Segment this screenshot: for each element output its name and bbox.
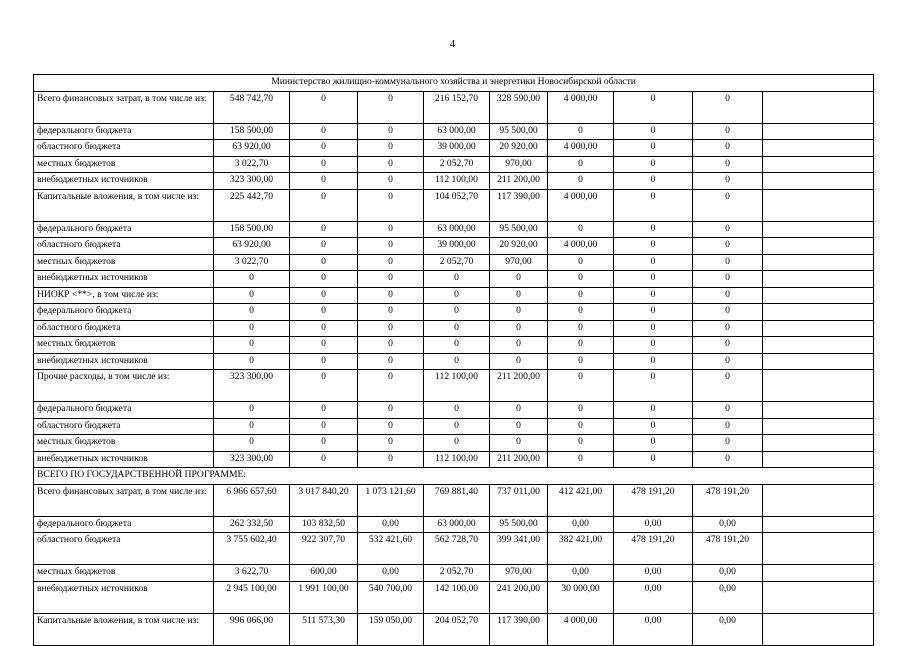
value-cell: 0,00 bbox=[548, 516, 614, 533]
value-cell: 0 bbox=[548, 320, 614, 337]
value-cell: 548 742,70 bbox=[214, 91, 290, 123]
value-cell: 478 191,20 bbox=[614, 533, 693, 565]
table-row bbox=[34, 271, 874, 288]
value-cell: 0 bbox=[290, 156, 358, 173]
table-row bbox=[34, 516, 874, 533]
row-label: областного бюджета bbox=[34, 320, 214, 337]
table-row bbox=[34, 91, 874, 123]
empty-cell bbox=[763, 140, 874, 157]
table-row bbox=[34, 565, 874, 582]
value-cell: 0 bbox=[614, 337, 693, 354]
value-cell: 0 bbox=[614, 287, 693, 304]
value-cell: 0 bbox=[358, 156, 424, 173]
value-cell: 0 bbox=[290, 304, 358, 321]
value-cell: 412 421,00 bbox=[548, 484, 614, 516]
value-cell: 0 bbox=[693, 320, 763, 337]
value-cell: 0 bbox=[290, 254, 358, 271]
value-cell: 0,00 bbox=[614, 581, 693, 613]
value-cell: 970,00 bbox=[490, 565, 548, 582]
value-cell: 0 bbox=[358, 140, 424, 157]
value-cell: 211 200,00 bbox=[490, 451, 548, 468]
value-cell: 112 100,00 bbox=[424, 451, 490, 468]
row-label: местных бюджетов bbox=[34, 337, 214, 354]
empty-cell bbox=[763, 613, 874, 645]
value-cell: 95 500,00 bbox=[490, 123, 548, 140]
value-cell: 0 bbox=[424, 353, 490, 370]
table-row bbox=[34, 337, 874, 354]
value-cell: 0 bbox=[548, 451, 614, 468]
value-cell: 562 728,70 bbox=[424, 533, 490, 565]
row-label: местных бюджетов bbox=[34, 156, 214, 173]
value-cell: 4 000,00 bbox=[548, 238, 614, 255]
value-cell: 0 bbox=[358, 435, 424, 452]
value-cell: 0 bbox=[358, 337, 424, 354]
value-cell: 0 bbox=[693, 402, 763, 419]
row-label: федерального бюджета bbox=[34, 221, 214, 238]
value-cell: 0 bbox=[358, 173, 424, 190]
value-cell: 0 bbox=[424, 418, 490, 435]
table-row bbox=[34, 254, 874, 271]
empty-cell bbox=[763, 238, 874, 255]
value-cell: 103 832,50 bbox=[290, 516, 358, 533]
value-cell: 0 bbox=[693, 370, 763, 402]
value-cell: 0 bbox=[290, 337, 358, 354]
row-label: федерального бюджета bbox=[34, 123, 214, 140]
value-cell: 0 bbox=[290, 287, 358, 304]
value-cell: 0 bbox=[614, 320, 693, 337]
value-cell: 0 bbox=[290, 189, 358, 221]
value-cell: 0 bbox=[614, 123, 693, 140]
value-cell: 0 bbox=[614, 189, 693, 221]
value-cell: 0 bbox=[290, 271, 358, 288]
value-cell: 0 bbox=[214, 320, 290, 337]
value-cell: 3 022,70 bbox=[214, 254, 290, 271]
table-row bbox=[34, 353, 874, 370]
value-cell: 0 bbox=[290, 370, 358, 402]
value-cell: 323 300,00 bbox=[214, 370, 290, 402]
row-label: областного бюджета bbox=[34, 238, 214, 255]
row-label: Капитальные вложения, в том числе из: bbox=[34, 189, 214, 221]
row-label: местных бюджетов bbox=[34, 435, 214, 452]
value-cell: 0 bbox=[424, 304, 490, 321]
value-cell: 63 000,00 bbox=[424, 221, 490, 238]
value-cell: 0 bbox=[614, 402, 693, 419]
value-cell: 0 bbox=[490, 418, 548, 435]
value-cell: 39 000,00 bbox=[424, 140, 490, 157]
empty-cell bbox=[763, 173, 874, 190]
value-cell: 104 052,70 bbox=[424, 189, 490, 221]
row-label: областного бюджета bbox=[34, 418, 214, 435]
value-cell: 0 bbox=[548, 337, 614, 354]
value-cell: 0 bbox=[424, 337, 490, 354]
value-cell: 0 bbox=[358, 418, 424, 435]
value-cell: 0 bbox=[614, 435, 693, 452]
table-row bbox=[34, 613, 874, 645]
value-cell: 0 bbox=[424, 287, 490, 304]
value-cell: 0 bbox=[214, 402, 290, 419]
value-cell: 0 bbox=[290, 221, 358, 238]
value-cell: 0 bbox=[693, 173, 763, 190]
value-cell: 0 bbox=[358, 189, 424, 221]
value-cell: 532 421,60 bbox=[358, 533, 424, 565]
value-cell: 0 bbox=[490, 287, 548, 304]
value-cell: 323 300,00 bbox=[214, 173, 290, 190]
table-row bbox=[34, 533, 874, 565]
value-cell: 0 bbox=[214, 418, 290, 435]
empty-cell bbox=[763, 91, 874, 123]
table-row bbox=[34, 418, 874, 435]
section-title: Министерство жилищно-коммунального хозяйства и энергетики Новосибирской области bbox=[34, 75, 874, 92]
value-cell: 2 945 100,00 bbox=[214, 581, 290, 613]
table-row bbox=[34, 484, 874, 516]
table-row bbox=[34, 221, 874, 238]
value-cell: 0 bbox=[614, 271, 693, 288]
value-cell: 117 390,00 bbox=[490, 189, 548, 221]
value-cell: 211 200,00 bbox=[490, 370, 548, 402]
value-cell: 3 017 840,20 bbox=[290, 484, 358, 516]
value-cell: 0 bbox=[614, 353, 693, 370]
value-cell: 0 bbox=[490, 271, 548, 288]
row-label: внебюджетных источников bbox=[34, 353, 214, 370]
value-cell: 0 bbox=[290, 91, 358, 123]
value-cell: 4 000,00 bbox=[548, 189, 614, 221]
value-cell: 262 332,50 bbox=[214, 516, 290, 533]
value-cell: 478 191,20 bbox=[693, 533, 763, 565]
value-cell: 225 442,70 bbox=[214, 189, 290, 221]
table-body bbox=[34, 75, 874, 646]
value-cell: 769 881,40 bbox=[424, 484, 490, 516]
value-cell: 112 100,00 bbox=[424, 173, 490, 190]
value-cell: 0 bbox=[290, 320, 358, 337]
value-cell: 0 bbox=[490, 337, 548, 354]
value-cell: 0 bbox=[214, 337, 290, 354]
empty-cell bbox=[763, 451, 874, 468]
value-cell: 0 bbox=[693, 91, 763, 123]
row-label: федерального бюджета bbox=[34, 304, 214, 321]
value-cell: 0 bbox=[693, 287, 763, 304]
empty-cell bbox=[763, 435, 874, 452]
value-cell: 0 bbox=[548, 304, 614, 321]
value-cell: 0 bbox=[424, 402, 490, 419]
value-cell: 0 bbox=[290, 353, 358, 370]
value-cell: 63 920,00 bbox=[214, 140, 290, 157]
value-cell: 0 bbox=[290, 140, 358, 157]
value-cell: 112 100,00 bbox=[424, 370, 490, 402]
row-label: внебюджетных источников bbox=[34, 173, 214, 190]
value-cell: 0 bbox=[358, 238, 424, 255]
empty-cell bbox=[763, 402, 874, 419]
value-cell: 0 bbox=[424, 435, 490, 452]
value-cell: 0 bbox=[614, 91, 693, 123]
value-cell: 399 341,00 bbox=[490, 533, 548, 565]
value-cell: 0 bbox=[548, 271, 614, 288]
value-cell: 2 052,70 bbox=[424, 156, 490, 173]
value-cell: 2 052,70 bbox=[424, 254, 490, 271]
value-cell: 0 bbox=[614, 238, 693, 255]
value-cell: 20 920,00 bbox=[490, 140, 548, 157]
value-cell: 216 152,70 bbox=[424, 91, 490, 123]
value-cell: 0 bbox=[290, 435, 358, 452]
row-label: внебюджетных источников bbox=[34, 271, 214, 288]
value-cell: 3 755 602,40 bbox=[214, 533, 290, 565]
value-cell: 0 bbox=[693, 156, 763, 173]
value-cell: 0 bbox=[614, 156, 693, 173]
empty-cell bbox=[763, 254, 874, 271]
value-cell: 0 bbox=[693, 451, 763, 468]
value-cell: 0 bbox=[614, 173, 693, 190]
value-cell: 0 bbox=[214, 271, 290, 288]
value-cell: 0 bbox=[358, 451, 424, 468]
empty-cell bbox=[763, 533, 874, 565]
table-row bbox=[34, 173, 874, 190]
value-cell: 0 bbox=[358, 221, 424, 238]
value-cell: 0 bbox=[358, 370, 424, 402]
value-cell: 1 073 121,60 bbox=[358, 484, 424, 516]
value-cell: 0 bbox=[358, 271, 424, 288]
value-cell: 0 bbox=[290, 173, 358, 190]
value-cell: 996 066,00 bbox=[214, 613, 290, 645]
value-cell: 0 bbox=[490, 402, 548, 419]
value-cell: 0 bbox=[290, 418, 358, 435]
empty-cell bbox=[763, 516, 874, 533]
empty-cell bbox=[763, 337, 874, 354]
row-label: областного бюджета bbox=[34, 533, 214, 565]
value-cell: 0,00 bbox=[614, 516, 693, 533]
value-cell: 922 307,70 bbox=[290, 533, 358, 565]
value-cell: 0 bbox=[693, 123, 763, 140]
section-header-row bbox=[34, 468, 874, 485]
value-cell: 0 bbox=[693, 353, 763, 370]
value-cell: 63 920,00 bbox=[214, 238, 290, 255]
value-cell: 0 bbox=[693, 189, 763, 221]
table-row bbox=[34, 156, 874, 173]
value-cell: 0 bbox=[490, 353, 548, 370]
page-number: 4 bbox=[449, 38, 456, 50]
value-cell: 0,00 bbox=[693, 516, 763, 533]
value-cell: 0 bbox=[614, 418, 693, 435]
value-cell: 30 000,00 bbox=[548, 581, 614, 613]
value-cell: 1 991 100,00 bbox=[290, 581, 358, 613]
value-cell: 328 590,00 bbox=[490, 91, 548, 123]
row-label: Прочие расходы, в том числе из: bbox=[34, 370, 214, 402]
empty-cell bbox=[763, 304, 874, 321]
value-cell: 241 200,00 bbox=[490, 581, 548, 613]
row-label: Капитальные вложения, в том числе из: bbox=[34, 613, 214, 645]
table-row bbox=[34, 238, 874, 255]
value-cell: 0 bbox=[693, 435, 763, 452]
value-cell: 0 bbox=[693, 238, 763, 255]
value-cell: 478 191,20 bbox=[614, 484, 693, 516]
value-cell: 0 bbox=[290, 123, 358, 140]
table-row bbox=[34, 435, 874, 452]
value-cell: 63 000,00 bbox=[424, 123, 490, 140]
value-cell: 158 500,00 bbox=[214, 123, 290, 140]
table-row bbox=[34, 581, 874, 613]
empty-cell bbox=[763, 565, 874, 582]
value-cell: 0 bbox=[614, 221, 693, 238]
row-label: местных бюджетов bbox=[34, 565, 214, 582]
row-label: внебюджетных источников bbox=[34, 581, 214, 613]
table-row bbox=[34, 123, 874, 140]
value-cell: 0 bbox=[693, 418, 763, 435]
table-row bbox=[34, 287, 874, 304]
empty-cell bbox=[763, 418, 874, 435]
table-row bbox=[34, 402, 874, 419]
value-cell: 478 191,20 bbox=[693, 484, 763, 516]
row-label: Всего финансовых затрат, в том числе из: bbox=[34, 91, 214, 123]
value-cell: 20 920,00 bbox=[490, 238, 548, 255]
value-cell: 0 bbox=[693, 140, 763, 157]
table-row bbox=[34, 320, 874, 337]
value-cell: 0 bbox=[290, 451, 358, 468]
value-cell: 0,00 bbox=[358, 565, 424, 582]
value-cell: 540 700,00 bbox=[358, 581, 424, 613]
value-cell: 382 421,00 bbox=[548, 533, 614, 565]
table-row bbox=[34, 370, 874, 402]
value-cell: 0 bbox=[548, 221, 614, 238]
value-cell: 211 200,00 bbox=[490, 173, 548, 190]
value-cell: 0 bbox=[693, 221, 763, 238]
value-cell: 3 622,70 bbox=[214, 565, 290, 582]
value-cell: 0 bbox=[548, 402, 614, 419]
value-cell: 0 bbox=[424, 320, 490, 337]
table-row bbox=[34, 451, 874, 468]
value-cell: 0 bbox=[693, 254, 763, 271]
row-label: федерального бюджета bbox=[34, 402, 214, 419]
empty-cell bbox=[763, 189, 874, 221]
value-cell: 0 bbox=[548, 173, 614, 190]
value-cell: 0 bbox=[614, 370, 693, 402]
budget-table bbox=[33, 74, 874, 646]
value-cell: 0 bbox=[614, 140, 693, 157]
value-cell: 0 bbox=[358, 123, 424, 140]
empty-cell bbox=[763, 370, 874, 402]
empty-cell bbox=[763, 320, 874, 337]
value-cell: 0 bbox=[548, 123, 614, 140]
value-cell: 117 390,00 bbox=[490, 613, 548, 645]
table-row bbox=[34, 189, 874, 221]
value-cell: 970,00 bbox=[490, 156, 548, 173]
row-label: внебюджетных источников bbox=[34, 451, 214, 468]
value-cell: 142 100,00 bbox=[424, 581, 490, 613]
empty-cell bbox=[763, 287, 874, 304]
value-cell: 0 bbox=[358, 304, 424, 321]
value-cell: 4 000,00 bbox=[548, 91, 614, 123]
value-cell: 0 bbox=[548, 370, 614, 402]
value-cell: 159 050,00 bbox=[358, 613, 424, 645]
value-cell: 63 000,00 bbox=[424, 516, 490, 533]
empty-cell bbox=[763, 123, 874, 140]
empty-cell bbox=[763, 353, 874, 370]
value-cell: 0 bbox=[214, 353, 290, 370]
value-cell: 0 bbox=[490, 435, 548, 452]
value-cell: 0,00 bbox=[358, 516, 424, 533]
value-cell: 204 052,70 bbox=[424, 613, 490, 645]
value-cell: 0 bbox=[214, 304, 290, 321]
value-cell: 737 011,00 bbox=[490, 484, 548, 516]
value-cell: 39 000,00 bbox=[424, 238, 490, 255]
empty-cell bbox=[763, 484, 874, 516]
value-cell: 0 bbox=[490, 304, 548, 321]
value-cell: 0 bbox=[358, 320, 424, 337]
value-cell: 0 bbox=[358, 287, 424, 304]
value-cell: 3 022,70 bbox=[214, 156, 290, 173]
empty-cell bbox=[763, 271, 874, 288]
value-cell: 4 000,00 bbox=[548, 140, 614, 157]
row-label: федерального бюджета bbox=[34, 516, 214, 533]
value-cell: 0,00 bbox=[693, 613, 763, 645]
value-cell: 0 bbox=[358, 402, 424, 419]
value-cell: 0 bbox=[358, 254, 424, 271]
value-cell: 0,00 bbox=[614, 613, 693, 645]
value-cell: 0 bbox=[693, 304, 763, 321]
value-cell: 970,00 bbox=[490, 254, 548, 271]
section-title: ВСЕГО ПО ГОСУДАРСТВЕННОЙ ПРОГРАММЕ: bbox=[34, 468, 874, 485]
value-cell: 0 bbox=[693, 271, 763, 288]
value-cell: 323 300,00 bbox=[214, 451, 290, 468]
value-cell: 0 bbox=[614, 254, 693, 271]
value-cell: 95 500,00 bbox=[490, 221, 548, 238]
value-cell: 511 573,30 bbox=[290, 613, 358, 645]
value-cell: 0 bbox=[548, 287, 614, 304]
value-cell: 0,00 bbox=[693, 565, 763, 582]
value-cell: 0 bbox=[290, 238, 358, 255]
table-row bbox=[34, 304, 874, 321]
value-cell: 0 bbox=[358, 91, 424, 123]
empty-cell bbox=[763, 581, 874, 613]
row-label: Всего финансовых затрат, в том числе из: bbox=[34, 484, 214, 516]
value-cell: 95 500,00 bbox=[490, 516, 548, 533]
row-label: НИОКР <**>, в том числе из: bbox=[34, 287, 214, 304]
value-cell: 0 bbox=[548, 435, 614, 452]
value-cell: 0 bbox=[548, 156, 614, 173]
section-header-row bbox=[34, 75, 874, 92]
value-cell: 0 bbox=[490, 320, 548, 337]
value-cell: 0,00 bbox=[614, 565, 693, 582]
value-cell: 0 bbox=[693, 337, 763, 354]
table-row bbox=[34, 140, 874, 157]
value-cell: 2 052,70 bbox=[424, 565, 490, 582]
value-cell: 0,00 bbox=[548, 565, 614, 582]
row-label: местных бюджетов bbox=[34, 254, 214, 271]
value-cell: 158 500,00 bbox=[214, 221, 290, 238]
value-cell: 0 bbox=[358, 353, 424, 370]
row-label: областного бюджета bbox=[34, 140, 214, 157]
empty-cell bbox=[763, 156, 874, 173]
value-cell: 0 bbox=[214, 287, 290, 304]
empty-cell bbox=[763, 221, 874, 238]
value-cell: 0,00 bbox=[693, 581, 763, 613]
value-cell: 6 966 657,60 bbox=[214, 484, 290, 516]
value-cell: 0 bbox=[290, 402, 358, 419]
value-cell: 4 000,00 bbox=[548, 613, 614, 645]
value-cell: 0 bbox=[424, 271, 490, 288]
value-cell: 0 bbox=[614, 304, 693, 321]
value-cell: 0 bbox=[548, 418, 614, 435]
value-cell: 0 bbox=[548, 254, 614, 271]
value-cell: 600,00 bbox=[290, 565, 358, 582]
value-cell: 0 bbox=[614, 451, 693, 468]
value-cell: 0 bbox=[214, 435, 290, 452]
value-cell: 0 bbox=[548, 353, 614, 370]
